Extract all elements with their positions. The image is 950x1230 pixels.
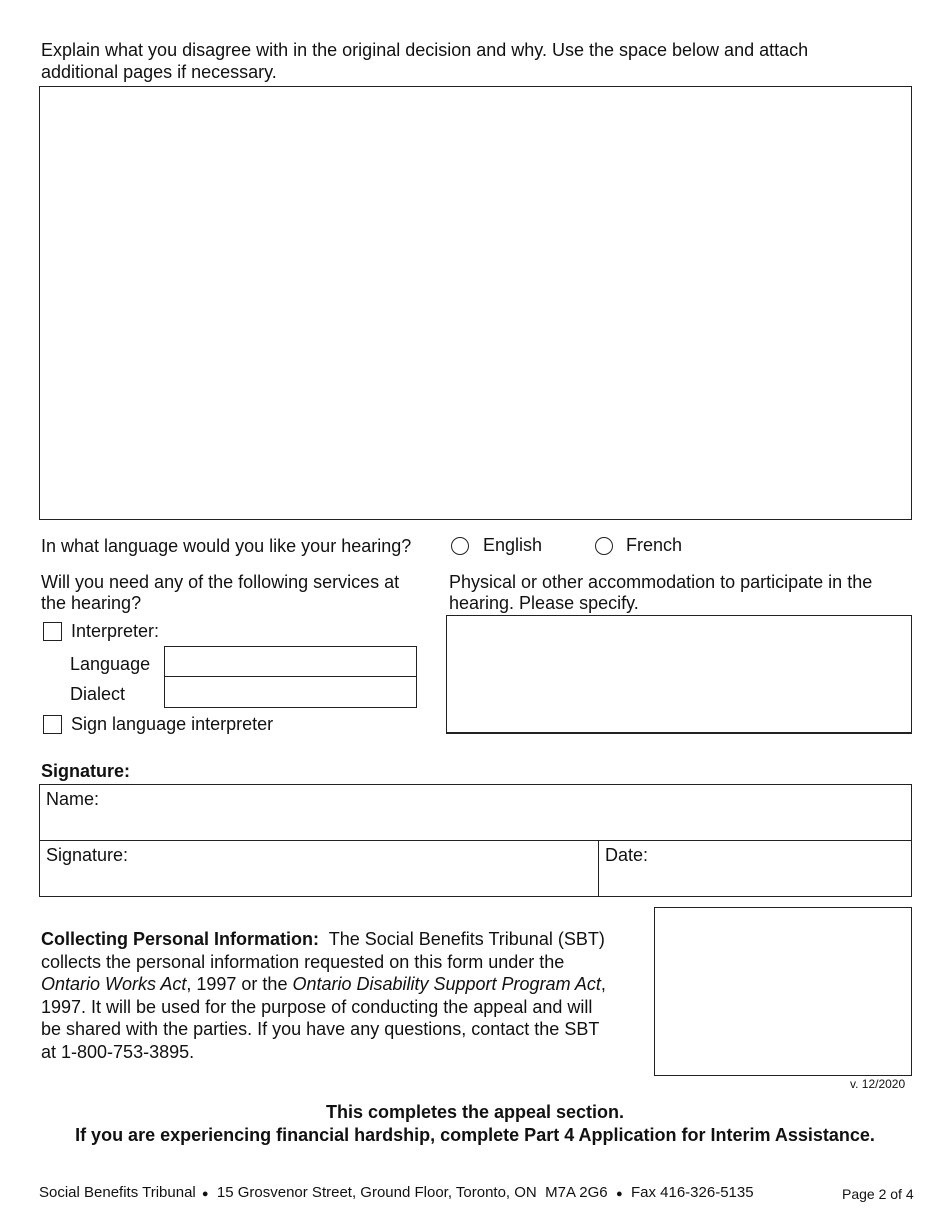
- interpreter-checkbox[interactable]: [43, 622, 62, 641]
- dialect-input[interactable]: [164, 676, 417, 708]
- english-radio[interactable]: [451, 537, 469, 555]
- completion-line1: This completes the appeal section.: [325, 1102, 625, 1122]
- french-radio[interactable]: [595, 537, 613, 555]
- privacy-notice: [41, 928, 641, 1063]
- disagreement-explanation-field[interactable]: [39, 86, 912, 520]
- services-question-line2: the hearing?: [41, 593, 142, 613]
- explain-instruction-line1: Explain what you disagree with in the original decision and why. Use the space below and attach: [41, 40, 809, 60]
- footer-bullet-1: ●: [201, 1188, 209, 1200]
- privacy-line1: The Social Benefits Tribunal (SBT): [319, 929, 605, 949]
- accommodation-question-line1: Physical or other accommodation to participate in the: [449, 572, 873, 592]
- signature-heading: Signature:: [41, 761, 131, 781]
- accommodation-question-line2: hearing. Please specify.: [449, 593, 639, 613]
- signature-field[interactable]: [39, 840, 599, 897]
- privacy-line2: collects the personal information requested on this form under the: [41, 951, 565, 972]
- privacy-heading: Collecting Personal Information:: [41, 929, 320, 949]
- footer-address: [39, 1182, 754, 1205]
- privacy-line4: 1997. It will be used for the purpose of conducting the appeal and will: [41, 996, 593, 1017]
- interpreter-label: Interpreter:: [71, 621, 160, 641]
- page-number: Page 2 of 4: [842, 1186, 914, 1202]
- privacy-line6: at 1-800-753-3895.: [41, 1041, 195, 1062]
- date-label: Date:: [605, 845, 649, 865]
- french-radio-label: French: [626, 535, 683, 555]
- explain-instruction-line2: additional pages if necessary.: [41, 62, 277, 82]
- sign-language-label: Sign language interpreter: [71, 714, 274, 734]
- footer-street: 15 Grosvenor Street, Ground Floor, Toronto, ON M7A 2G6: [216, 1184, 608, 1201]
- footer-org: Social Benefits Tribunal: [39, 1184, 196, 1201]
- privacy-line3-end: ,: [600, 974, 606, 994]
- completion-line2: If you are experiencing financial hardship, complete Part 4 Application for Interim Assistance.: [75, 1125, 875, 1145]
- accommodation-input[interactable]: [446, 615, 912, 734]
- office-use-stamp-box: [654, 907, 912, 1076]
- version-label: v. 12/2020: [850, 1077, 906, 1091]
- odsp-act: Ontario Disability Support Program Act: [292, 974, 601, 994]
- date-field[interactable]: [598, 840, 912, 897]
- privacy-line3-mid: , 1997 or the: [186, 974, 293, 994]
- language-input[interactable]: [164, 646, 417, 677]
- footer-fax: Fax 416-326-5135: [630, 1184, 754, 1201]
- ontario-works-act: Ontario Works Act: [41, 974, 187, 994]
- privacy-line5: be shared with the parties. If you have any questions, contact the SBT: [41, 1019, 600, 1039]
- dialect-label: Dialect: [70, 684, 126, 704]
- services-question-line1: Will you need any of the following services at: [41, 572, 400, 592]
- hearing-language-question: In what language would you like your hearing?: [41, 536, 412, 556]
- name-field[interactable]: [39, 784, 912, 841]
- language-label: Language: [70, 654, 151, 674]
- signature-label: Signature:: [46, 845, 129, 865]
- english-radio-label: English: [483, 535, 543, 555]
- footer-bullet-2: ●: [615, 1188, 623, 1200]
- sign-language-checkbox[interactable]: [43, 715, 62, 734]
- name-label: Name:: [46, 789, 100, 809]
